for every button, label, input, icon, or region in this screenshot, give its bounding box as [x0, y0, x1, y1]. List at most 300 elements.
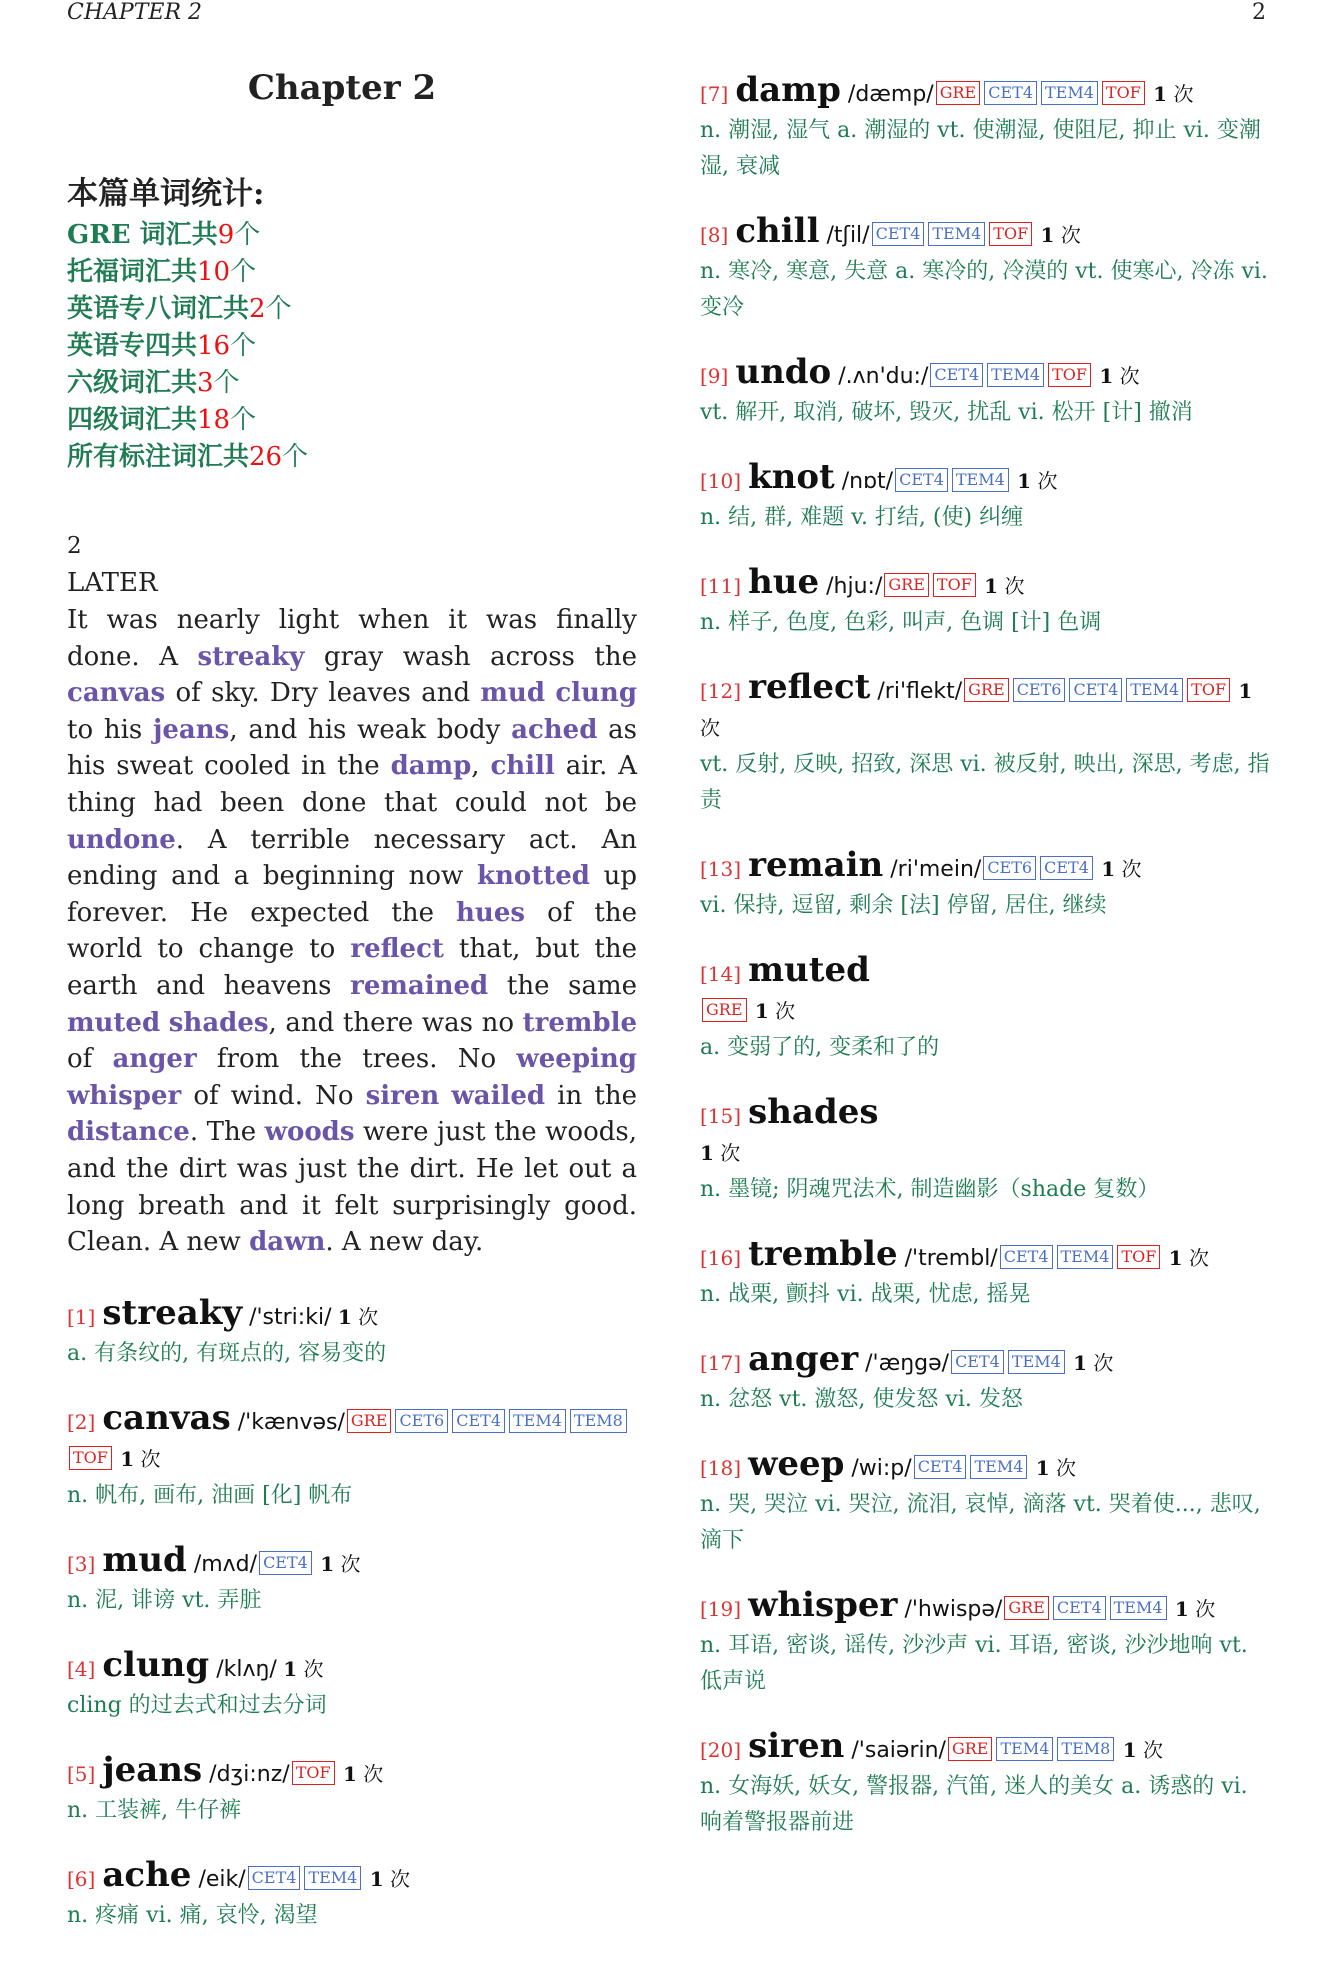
exam-tag: TEM4 [996, 1737, 1053, 1761]
vocab-header [700, 354, 1275, 395]
vocab-index: [8] [700, 223, 729, 247]
exam-tag: CET4 [1053, 1596, 1106, 1620]
vocab-phonetic: /dʒi:nz/ [209, 1761, 290, 1787]
stat-count: 26 [249, 442, 283, 472]
passage-text: of sky. Dry leaves and [165, 678, 481, 709]
vocab-count-unit: 次 [1093, 1351, 1114, 1375]
vocab-count-unit: 次 [358, 1304, 379, 1329]
vocab-word: hue [748, 562, 820, 602]
vocab-header [700, 669, 1275, 747]
vocab-entry [700, 564, 1275, 641]
exam-tag: TEM4 [1041, 81, 1098, 105]
vocab-header [700, 72, 1275, 113]
vocab-count [1116, 1738, 1163, 1762]
passage-text: as his sweat cooled in the [67, 714, 637, 782]
vocab-count-unit: 次 [363, 1761, 384, 1786]
vocab-count-unit: 次 [1119, 364, 1140, 388]
passage-body [67, 602, 637, 1261]
exam-tag: TEM4 [1126, 678, 1183, 702]
passage-text [545, 678, 555, 708]
passage-text: of the world to change to [67, 897, 637, 965]
vocab-count [331, 1305, 378, 1329]
vocab-phonetic: /'stri:ki/ [249, 1304, 332, 1330]
highlighted-word: whisper [67, 1080, 182, 1111]
vocab-word: ache [102, 1854, 192, 1895]
vocab-word: reflect [748, 667, 871, 707]
vocab-entry [700, 354, 1275, 431]
chapter-title: Chapter 2 [247, 68, 437, 108]
stat-label: 六级词汇共 [67, 368, 198, 398]
vocab-word: mud [102, 1539, 187, 1580]
highlighted-word: weeping [516, 1044, 637, 1075]
vocab-entry [700, 1728, 1275, 1841]
exam-tag: GRE [948, 1737, 993, 1761]
stat-label: 四级词汇共 [67, 405, 198, 435]
vocab-count-number: 1 [120, 1446, 135, 1471]
exam-tag: GRE [964, 678, 1009, 702]
vocab-entry [67, 1644, 637, 1724]
vocab-count [1169, 1597, 1216, 1621]
vocab-header [700, 1587, 1275, 1628]
vocab-word: siren [748, 1726, 845, 1766]
exam-tag: TOF [1048, 363, 1091, 387]
vocab-count-number: 1 [1122, 1738, 1137, 1762]
passage-text: of wind. No [181, 1080, 366, 1111]
vocab-index: [18] [700, 1456, 742, 1480]
vocab-entry [700, 952, 1275, 1066]
exam-tag: CET4 [259, 1551, 312, 1575]
vocab-count [114, 1447, 161, 1471]
vocab-entry [700, 1236, 1275, 1313]
exam-tag: CET6 [983, 856, 1036, 880]
highlighted-word: knotted [476, 861, 590, 892]
vocab-definition: n. 寒冷, 寒意, 失意 a. 寒冷的, 冷漠的 vt. 使寒心, 冷冻 vi. 变冷 [700, 259, 1268, 320]
passage-text: , [471, 751, 491, 782]
vocab-count [1095, 857, 1142, 881]
stat-unit: 个 [282, 442, 309, 472]
exam-tag: CET4 [1000, 1245, 1053, 1269]
passage-text: . A new day. [325, 1227, 484, 1258]
vocab-index: [20] [700, 1738, 742, 1762]
vocab-header [700, 1236, 1275, 1277]
vocab-definition: vt. 解开, 取消, 破坏, 毁灭, 扰乱 vi. 松开 [计] 撤消 [700, 400, 1193, 425]
passage-text: air. A thing had been done that could not be [67, 751, 637, 818]
vocab-phonetic: /ri'mein/ [890, 857, 982, 882]
passage-text: were just the woods, and the dirt was just the dirt. He let out a long breath and it felt surprisingly good. Clean. A new [67, 1117, 637, 1258]
exam-tag: CET4 [872, 222, 925, 246]
exam-tag: TEM4 [928, 222, 985, 246]
vocab-count-number: 1 [320, 1551, 335, 1576]
vocab-index: [14] [700, 962, 742, 986]
vocab-count-unit: 次 [1142, 1738, 1163, 1762]
stat-line [67, 402, 637, 439]
vocab-definition: n. 工装裤, 牛仔裤 [67, 1797, 242, 1823]
vocab-count-number: 1 [700, 1141, 714, 1165]
vocab-phonetic: /klʌŋ/ [216, 1656, 277, 1682]
vocab-count [1011, 469, 1058, 493]
highlighted-word: wailed [451, 1080, 546, 1111]
vocab-count [1162, 1246, 1209, 1270]
vocab-header [67, 1749, 637, 1793]
vocab-count-number: 1 [984, 574, 999, 598]
highlighted-word: hues [456, 897, 526, 928]
vocab-count-number: 1 [1035, 1456, 1050, 1480]
vocab-count-number: 1 [1101, 857, 1116, 881]
vocab-count [1093, 364, 1140, 388]
vocab-count-unit: 次 [1121, 857, 1142, 881]
vocab-definition: n. 样子, 色度, 色彩, 叫声, 色调 [计] 色调 [700, 610, 1102, 635]
vocab-definition: n. 帆布, 画布, 油画 [化] 帆布 [67, 1482, 353, 1508]
vocab-header [700, 1446, 1275, 1487]
vocab-phonetic: /'trembl/ [904, 1246, 998, 1271]
passage-text [439, 1081, 451, 1111]
highlighted-word: muted [67, 1007, 161, 1038]
vocab-count-unit: 次 [1037, 469, 1058, 493]
vocab-count [277, 1657, 324, 1681]
vocab-index: [9] [700, 364, 729, 388]
vocab-word: streaky [102, 1292, 243, 1333]
vocab-phonetic: /ri'flekt/ [877, 679, 963, 704]
exam-tag: TEM8 [570, 1409, 627, 1433]
vocab-word: knot [748, 457, 835, 497]
vocab-entry [700, 213, 1275, 326]
exam-tag: GRE [1004, 1596, 1049, 1620]
vocab-header [700, 1728, 1275, 1769]
vocab-phonetic: /hju:/ [826, 574, 883, 599]
vocab-count-number: 1 [283, 1656, 298, 1681]
vocab-count-number: 1 [1174, 1597, 1189, 1621]
vocab-header [700, 847, 1275, 888]
stat-label: 英语专八词汇共 [67, 294, 250, 324]
passage-heading: LATER [67, 568, 158, 598]
exam-tag: GRE [884, 573, 929, 597]
vocab-phonetic: /nɒt/ [841, 469, 894, 494]
vocab-definition: cling 的过去式和过去分词 [67, 1692, 327, 1718]
vocab-header [700, 952, 1275, 993]
vocab-count [314, 1552, 361, 1576]
vocab-count-unit: 次 [303, 1656, 324, 1681]
vocab-count [1147, 82, 1194, 106]
vocab-definition: n. 墨镜; 阴魂咒法术, 制造幽影（shade 复数） [700, 1177, 1160, 1202]
passage-text: gray wash across the [304, 641, 638, 672]
vocab-phonetic: /mʌd/ [193, 1551, 258, 1577]
vocab-index: [1] [67, 1304, 96, 1329]
stat-unit: 个 [265, 294, 292, 324]
passage-text [160, 1008, 169, 1038]
vocab-entry [700, 669, 1275, 819]
exam-tag: TEM4 [970, 1455, 1027, 1479]
vocab-definition: n. 耳语, 密谈, 谣传, 沙沙声 vi. 耳语, 密谈, 沙沙地响 vt. 低声说 [700, 1633, 1248, 1694]
stat-unit: 个 [230, 257, 257, 287]
vocab-word: tremble [748, 1234, 898, 1274]
exam-tag: TEM4 [1057, 1245, 1114, 1269]
stats-list [67, 217, 637, 476]
vocab-count [363, 1867, 410, 1891]
stat-label: 英语专四共 [67, 331, 198, 361]
exam-tag: CET4 [984, 81, 1037, 105]
vocab-index: [7] [700, 82, 729, 106]
passage-number: 2 [67, 533, 82, 559]
stat-label: 托福词汇共 [67, 257, 198, 287]
highlighted-word: tremble [522, 1007, 638, 1038]
vocab-tags-line [700, 993, 1275, 1030]
stats-title: 本篇单词统计: [67, 176, 265, 212]
vocab-index: [10] [700, 469, 742, 493]
vocab-index: [2] [67, 1409, 96, 1434]
vocab-list-left [67, 1292, 637, 1934]
vocab-phonetic: /'saiərin/ [851, 1738, 946, 1763]
stat-count: 9 [217, 220, 235, 250]
exam-tag: TOF [69, 1446, 112, 1470]
highlighted-word: canvas [67, 678, 166, 709]
exam-tag: GRE [702, 998, 747, 1022]
vocab-entry [67, 1397, 637, 1514]
stat-line [67, 328, 637, 365]
vocab-definition: vi. 保持, 逗留, 剩余 [法] 停留, 居住, 继续 [700, 893, 1107, 918]
stat-count: 3 [197, 368, 214, 398]
exam-tag: TEM4 [304, 1866, 361, 1890]
passage-text: in the [545, 1080, 638, 1111]
vocab-header [700, 564, 1275, 605]
vocab-count-number: 1 [1168, 1246, 1183, 1270]
vocab-phonetic: /'æŋgə/ [865, 1351, 950, 1376]
vocab-header [700, 1094, 1275, 1135]
vocab-definition: vt. 反射, 反映, 招致, 深思 vi. 被反射, 映出, 深思, 考虑, 指责 [700, 752, 1270, 813]
passage-text: the same [488, 970, 637, 1001]
stat-unit: 个 [234, 220, 261, 250]
vocab-phonetic: /.ʌn'du:/ [838, 364, 929, 389]
vocab-count-number: 1 [342, 1761, 357, 1786]
stat-line [67, 217, 637, 254]
vocab-index: [3] [67, 1551, 96, 1576]
vocab-index: [19] [700, 1597, 742, 1621]
vocab-count-unit: 次 [1004, 574, 1025, 598]
passage-text: , and his weak body [229, 714, 512, 745]
vocab-count [700, 1141, 740, 1165]
highlighted-word: clung [555, 678, 638, 709]
vocab-count-number: 1 [1073, 1351, 1088, 1375]
exam-tag: TOF [292, 1761, 335, 1785]
highlighted-word: siren [365, 1080, 440, 1111]
vocab-entry [700, 459, 1275, 536]
vocab-count-unit: 次 [340, 1551, 361, 1576]
vocab-count [1029, 1456, 1076, 1480]
stat-count: 16 [197, 331, 231, 361]
passage-text: up forever. He expected the [67, 861, 638, 928]
passage-text: of [67, 1044, 113, 1075]
highlighted-word: undone [67, 824, 176, 855]
vocab-count [1067, 1351, 1114, 1375]
stat-label: 所有标注词汇共 [67, 442, 250, 472]
vocab-count [337, 1762, 384, 1786]
highlighted-word: ached [511, 714, 598, 745]
vocab-word: weep [748, 1444, 845, 1484]
stat-label: GRE 词汇共 [67, 220, 218, 250]
vocab-index: [12] [700, 679, 742, 703]
vocab-entry [700, 1587, 1275, 1700]
vocab-count-number: 1 [1017, 469, 1032, 493]
stat-unit: 个 [213, 368, 240, 398]
vocab-count-unit: 次 [1195, 1597, 1216, 1621]
vocab-count-number: 1 [1040, 223, 1055, 247]
vocab-count-number: 1 [369, 1866, 384, 1891]
vocab-index: [16] [700, 1246, 742, 1270]
vocab-count-unit: 次 [1056, 1456, 1077, 1480]
vocab-word: clung [102, 1644, 210, 1685]
highlighted-word: damp [390, 751, 472, 782]
exam-tag: CET4 [1040, 856, 1093, 880]
stat-count: 10 [197, 257, 231, 287]
vocab-phonetic: /'kænvəs/ [237, 1409, 345, 1435]
vocab-count-unit: 次 [720, 1141, 741, 1165]
stat-line [67, 439, 637, 476]
vocab-index: [6] [67, 1866, 96, 1891]
vocab-entry [700, 847, 1275, 924]
exam-tag: TEM4 [1110, 1596, 1167, 1620]
passage-text: to his [67, 714, 153, 745]
vocab-count-number: 1 [754, 999, 769, 1023]
exam-tag: TOF [933, 573, 976, 597]
vocab-count-unit: 次 [1060, 223, 1081, 247]
highlighted-word: mud [480, 678, 545, 709]
passage-text: . A terrible necessary act. An ending and a beginning now [67, 824, 637, 892]
vocab-header [67, 1292, 637, 1336]
passage-text: It was nearly light when it was finally done. A [67, 605, 637, 672]
vocab-word: anger [748, 1339, 859, 1379]
vocab-entry [67, 1749, 637, 1829]
vocab-entry [67, 1292, 637, 1372]
vocab-header [67, 1539, 637, 1583]
running-header: CHAPTER 2 [67, 0, 202, 25]
vocab-definition: n. 女海妖, 妖女, 警报器, 汽笛, 迷人的美女 a. 诱惑的 vi. 响着警报器前进 [700, 1774, 1248, 1835]
vocab-definition: n. 结, 群, 难题 v. 打结, (使) 纠缠 [700, 505, 1024, 530]
vocab-count-number: 1 [337, 1304, 352, 1329]
exam-tag: TEM4 [1008, 1350, 1065, 1374]
vocab-word: undo [735, 352, 832, 392]
exam-tag: TOF [1117, 1245, 1160, 1269]
vocab-count [749, 999, 796, 1023]
highlighted-word: streaky [197, 641, 305, 672]
highlighted-word: chill [490, 751, 555, 782]
vocab-entry [67, 1539, 637, 1619]
exam-tag: CET4 [452, 1409, 505, 1433]
vocab-count-unit: 次 [775, 999, 796, 1023]
vocab-count-unit: 次 [140, 1446, 161, 1471]
vocab-tags-line [700, 1135, 1275, 1172]
passage-text: , and there was no [268, 1007, 523, 1038]
exam-tag: TEM4 [987, 363, 1044, 387]
highlighted-word: dawn [249, 1227, 326, 1258]
vocab-entry [67, 1854, 637, 1934]
vocab-header [700, 1341, 1275, 1382]
vocab-word: shades [748, 1092, 879, 1132]
exam-tag: TOF [1102, 81, 1145, 105]
exam-tag: CET4 [895, 468, 948, 492]
stat-line [67, 254, 637, 291]
stat-count: 18 [197, 405, 231, 435]
vocab-index: [17] [700, 1351, 742, 1375]
vocab-word: chill [735, 211, 820, 251]
vocab-count-unit: 次 [390, 1866, 410, 1891]
exam-tag: CET4 [930, 363, 983, 387]
vocab-index: [13] [700, 857, 742, 881]
vocab-header [67, 1644, 637, 1688]
vocab-definition: a. 变弱了的, 变柔和了的 [700, 1035, 940, 1060]
exam-tag: GRE [936, 81, 981, 105]
exam-tag: CET4 [1069, 678, 1122, 702]
vocab-definition: n. 疼痛 vi. 痛, 哀怜, 渴望 [67, 1902, 318, 1928]
vocab-definition: n. 忿怒 vt. 激怒, 使发怒 vi. 发怒 [700, 1387, 1023, 1412]
exam-tag: CET4 [248, 1866, 301, 1890]
vocab-entry [700, 1341, 1275, 1418]
vocab-entry [700, 1094, 1275, 1208]
exam-tag: CET4 [914, 1455, 967, 1479]
page-number: 2 [1252, 0, 1266, 25]
vocab-word: remain [748, 845, 884, 885]
vocab-word: muted [748, 950, 870, 990]
vocab-definition: n. 战栗, 颤抖 vi. 战栗, 忧虑, 摇晃 [700, 1282, 1031, 1307]
vocab-count-unit: 次 [700, 716, 720, 740]
highlighted-word: distance [67, 1117, 190, 1148]
vocab-phonetic: /eik/ [198, 1866, 246, 1892]
left-column [67, 62, 637, 1962]
exam-tag: TOF [989, 222, 1032, 246]
vocab-count-number: 1 [1153, 82, 1168, 106]
vocab-count-number: 1 [1099, 364, 1114, 388]
highlighted-word: jeans [152, 714, 230, 745]
highlighted-word: reflect [350, 934, 444, 965]
vocab-entry [700, 1446, 1275, 1559]
vocab-phonetic: /wi:p/ [851, 1456, 912, 1481]
highlighted-word: remained [350, 970, 489, 1001]
vocab-definition: a. 有条纹的, 有斑点的, 容易变的 [67, 1340, 387, 1366]
vocab-count [1034, 223, 1081, 247]
vocab-word: canvas [102, 1397, 231, 1438]
vocab-header [700, 459, 1275, 500]
exam-tag: CET4 [951, 1350, 1004, 1374]
exam-tag: GRE [347, 1409, 392, 1433]
vocab-count [978, 574, 1025, 598]
vocab-count-unit: 次 [1173, 82, 1194, 106]
exam-tag: TEM8 [1057, 1737, 1114, 1761]
stat-line [67, 291, 637, 328]
stat-count: 2 [249, 294, 266, 324]
highlighted-word: woods [264, 1117, 355, 1148]
stat-line [67, 365, 637, 402]
stat-unit: 个 [230, 405, 257, 435]
vocab-phonetic: /tʃil/ [826, 223, 870, 248]
vocab-header [67, 1397, 637, 1478]
vocab-index: [15] [700, 1104, 742, 1128]
vocab-count-unit: 次 [1188, 1246, 1209, 1270]
vocab-index: [11] [700, 574, 742, 598]
exam-tag: CET6 [1013, 678, 1066, 702]
vocab-index: [4] [67, 1656, 96, 1681]
exam-tag: CET6 [395, 1409, 448, 1433]
vocab-word: damp [735, 70, 841, 110]
vocab-header [700, 213, 1275, 254]
vocab-count-number: 1 [1238, 679, 1253, 703]
exam-tag: TOF [1187, 678, 1230, 702]
passage-text: that, but the earth and heavens [67, 934, 637, 1001]
vocab-header [67, 1854, 637, 1898]
vocab-definition: n. 潮湿, 湿气 a. 潮湿的 vt. 使潮湿, 使阻尼, 抑止 vi. 变潮湿, 衰减 [700, 118, 1261, 179]
passage-text: from the trees. No [196, 1044, 517, 1075]
vocab-phonetic: /'hwispə/ [904, 1597, 1003, 1622]
exam-tag: TEM4 [509, 1409, 566, 1433]
highlighted-word: anger [112, 1044, 197, 1075]
vocab-index: [5] [67, 1761, 96, 1786]
